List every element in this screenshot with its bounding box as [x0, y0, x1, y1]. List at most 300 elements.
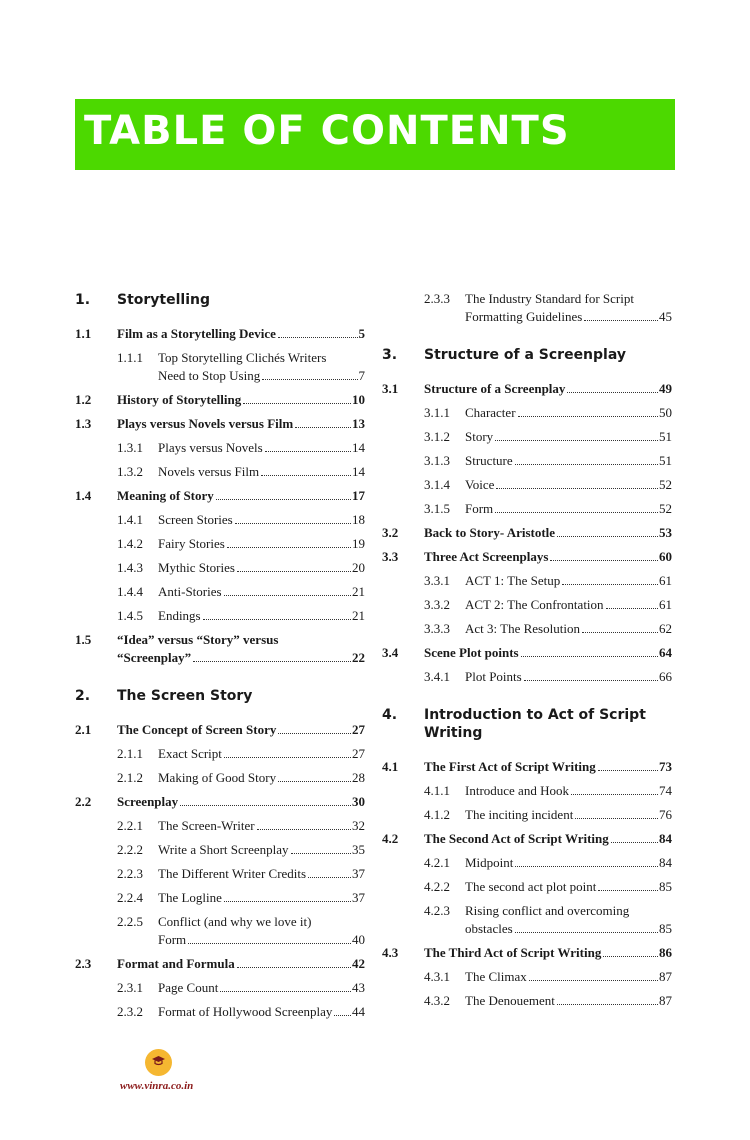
entry-number: 3.1.2 — [424, 429, 450, 444]
toc-subsection-entry[interactable] — [75, 742, 365, 766]
entry-title: Act 3: The Resolution — [465, 621, 580, 636]
page-number: 21 — [352, 608, 365, 623]
entry-title: Format of Hollywood Screenplay — [158, 1004, 333, 1019]
page-number: 32 — [352, 818, 365, 833]
page-number: 76 — [659, 807, 672, 822]
toc-subsection-entry[interactable] — [75, 436, 365, 460]
page-number: 86 — [659, 945, 672, 960]
entry-number: 4.1 — [382, 759, 399, 774]
page-number: 19 — [352, 536, 365, 551]
entry-body — [465, 452, 672, 470]
page-number: 17 — [352, 488, 365, 503]
chapter-heading — [382, 343, 672, 367]
page-title: TABLE OF CONTENTS — [84, 108, 570, 154]
toc-subsection-entry[interactable] — [382, 989, 672, 1013]
toc-section-entry[interactable] — [75, 322, 365, 346]
dot-leader — [606, 608, 658, 609]
dot-leader — [557, 1004, 658, 1005]
entry-line — [158, 979, 365, 997]
entry-body — [465, 620, 672, 638]
entry-line — [465, 668, 672, 686]
entry-title: The Third Act of Script Writing — [424, 945, 602, 960]
dot-leader — [598, 890, 658, 891]
entry-line — [465, 476, 672, 494]
page-number: 20 — [352, 560, 365, 575]
toc-section-entry[interactable] — [382, 941, 672, 965]
website-link[interactable]: www.vinra.co.in — [120, 1080, 194, 1092]
dot-leader — [227, 547, 351, 548]
entry-title: ACT 2: The Confrontation — [465, 597, 604, 612]
entry-line — [424, 524, 672, 542]
toc-section-entry[interactable] — [75, 412, 365, 436]
entry-line — [465, 920, 672, 938]
dot-leader — [529, 980, 658, 981]
entry-line — [465, 878, 672, 896]
toc-section-entry[interactable] — [382, 521, 672, 545]
entry-line — [117, 487, 365, 505]
entry-number: 1.5 — [75, 632, 92, 647]
entry-number: 2.2 — [75, 794, 92, 809]
entry-number: 2.3 — [75, 956, 92, 971]
entry-line — [158, 463, 365, 481]
entry-line — [424, 548, 672, 566]
dot-leader — [224, 901, 351, 902]
entry-line — [117, 721, 365, 739]
entry-body — [465, 806, 672, 824]
entry-line — [117, 649, 365, 667]
toc-subsection-entry[interactable] — [382, 473, 672, 497]
dot-leader — [603, 956, 658, 957]
dot-leader — [575, 818, 658, 819]
toc-subsection-entry[interactable] — [75, 766, 365, 790]
dot-leader — [521, 656, 658, 657]
page-number: 87 — [659, 969, 672, 984]
entry-number: 1.4.2 — [117, 536, 143, 551]
page-number: 49 — [659, 381, 672, 396]
entry-title: Structure of a Screenplay — [424, 381, 566, 396]
entry-body — [158, 559, 365, 577]
entry-title: Introduce and Hook — [465, 783, 569, 798]
dot-leader — [262, 379, 357, 380]
graduation-cap-icon — [151, 1055, 166, 1068]
entry-title: Scene Plot points — [424, 645, 519, 660]
toc-section-entry[interactable] — [75, 628, 365, 670]
entry-number: 2.3.2 — [117, 1004, 143, 1019]
entry-title: Endings — [158, 608, 201, 623]
page-number: 27 — [352, 746, 365, 761]
entry-title: Conflict (and why we love it) — [158, 914, 312, 929]
entry-line — [465, 992, 672, 1010]
page-number: 27 — [352, 722, 365, 737]
toc-subsection-entry[interactable] — [382, 803, 672, 827]
toc-subsection-entry[interactable] — [382, 287, 672, 329]
toc-section-entry[interactable] — [382, 545, 672, 569]
toc-subsection-entry[interactable] — [75, 862, 365, 886]
entry-body — [158, 841, 365, 859]
entry-number: 3.3 — [382, 549, 399, 564]
page-number: 84 — [659, 831, 672, 846]
toc-subsection-entry[interactable] — [75, 910, 365, 952]
entry-number: 3.3.3 — [424, 621, 450, 636]
entry-title: Exact Script — [158, 746, 222, 761]
entry-body — [117, 631, 365, 667]
entry-title: Structure — [465, 453, 513, 468]
toc-subsection-entry[interactable] — [75, 1000, 365, 1024]
entry-number: 1.1 — [75, 326, 92, 341]
page-number: 22 — [352, 650, 365, 665]
toc-subsection-entry[interactable] — [75, 976, 365, 1000]
dot-leader — [550, 560, 658, 561]
toc-section-entry[interactable] — [75, 484, 365, 508]
chapter-title-block — [117, 291, 210, 309]
toc-section-entry[interactable] — [382, 827, 672, 851]
entry-title-cont: Form — [158, 932, 187, 947]
dot-leader — [278, 781, 351, 782]
entry-title: Fairy Stories — [158, 536, 225, 551]
chapter-heading — [75, 684, 365, 708]
entry-title: Three Act Screenplays — [424, 549, 549, 564]
entry-number: 1.2 — [75, 392, 92, 407]
dot-leader — [567, 392, 658, 393]
entry-number: 2.1 — [75, 722, 92, 737]
entry-body — [117, 793, 365, 811]
entry-body — [465, 902, 672, 938]
entry-body — [465, 968, 672, 986]
entry-title-cont: obstacles — [465, 921, 513, 936]
dot-leader — [598, 770, 658, 771]
toc-section-entry[interactable] — [75, 388, 365, 412]
entry-number: 2.3.3 — [424, 291, 450, 306]
dot-leader — [571, 794, 658, 795]
entry-number: 3.1.4 — [424, 477, 450, 492]
entry-title: The Screen-Writer — [158, 818, 255, 833]
toc-subsection-entry[interactable] — [382, 497, 672, 521]
dot-leader — [562, 584, 658, 585]
toc-column-right — [382, 287, 672, 1013]
chapter-number: 4. — [382, 707, 398, 723]
toc-subsection-entry[interactable] — [75, 460, 365, 484]
entry-title: Novels versus Film — [158, 464, 260, 479]
page-number: 21 — [352, 584, 365, 599]
dot-leader — [220, 991, 351, 992]
entry-number: 4.3.2 — [424, 993, 450, 1008]
dot-leader — [235, 523, 351, 524]
entry-line — [465, 452, 672, 470]
entry-body — [424, 830, 672, 848]
page-number: 52 — [659, 477, 672, 492]
entry-number: 1.4 — [75, 488, 92, 503]
toc-subsection-entry[interactable] — [75, 580, 365, 604]
entry-title: History of Storytelling — [117, 392, 242, 407]
page-number: 84 — [659, 855, 672, 870]
toc-subsection-entry[interactable] — [75, 508, 365, 532]
page-number: 43 — [352, 980, 365, 995]
entry-number: 3.1.3 — [424, 453, 450, 468]
entry-body — [117, 415, 365, 433]
entry-title: Write a Short Screenplay — [158, 842, 289, 857]
entry-body — [465, 428, 672, 446]
entry-title: The second act plot point — [465, 879, 597, 894]
page-number: 52 — [659, 501, 672, 516]
entry-line — [465, 308, 672, 326]
chapter-title-block — [117, 687, 252, 705]
page-number: 42 — [352, 956, 365, 971]
dot-leader — [243, 403, 351, 404]
entry-line — [158, 439, 365, 457]
entry-body — [465, 782, 672, 800]
toc-subsection-entry[interactable] — [382, 401, 672, 425]
chapter-title: Storytelling — [117, 292, 210, 308]
entry-line — [158, 367, 365, 385]
entry-body — [465, 596, 672, 614]
entry-body — [424, 524, 672, 542]
entry-line — [465, 806, 672, 824]
dot-leader — [193, 661, 351, 662]
dot-leader — [265, 451, 351, 452]
page-number: 10 — [352, 392, 365, 407]
entry-body — [117, 955, 365, 973]
entry-number: 1.1.1 — [117, 350, 143, 365]
entry-number: 1.3 — [75, 416, 92, 431]
entry-body — [465, 500, 672, 518]
entry-body — [158, 865, 365, 883]
dot-leader — [515, 866, 658, 867]
toc-subsection-entry[interactable] — [75, 814, 365, 838]
entry-body — [424, 944, 672, 962]
entry-line — [424, 758, 672, 776]
page-number: 61 — [659, 597, 672, 612]
page-number: 50 — [659, 405, 672, 420]
entry-title: The Concept of Screen Story — [117, 722, 277, 737]
entry-title: Back to Story- Aristotle — [424, 525, 556, 540]
entry-body — [158, 745, 365, 763]
toc-subsection-entry[interactable] — [382, 965, 672, 989]
entry-number: 2.2.4 — [117, 890, 143, 905]
entry-body — [158, 439, 365, 457]
page-number: 14 — [352, 440, 365, 455]
entry-number: 1.3.1 — [117, 440, 143, 455]
toc-subsection-entry[interactable] — [382, 665, 672, 689]
dot-leader — [308, 877, 351, 878]
entry-number: 2.2.1 — [117, 818, 143, 833]
entry-line — [158, 769, 365, 787]
entry-line — [465, 428, 672, 446]
page-number: 51 — [659, 429, 672, 444]
toc-subsection-entry[interactable] — [75, 886, 365, 910]
entry-number: 3.1.5 — [424, 501, 450, 516]
entry-number: 4.2.3 — [424, 903, 450, 918]
entry-title: Format and Formula — [117, 956, 235, 971]
page-number: 37 — [352, 890, 365, 905]
entry-body — [158, 511, 365, 529]
entry-number: 2.1.2 — [117, 770, 143, 785]
entry-line — [465, 596, 672, 614]
dot-leader — [515, 932, 658, 933]
entry-line — [158, 889, 365, 907]
page-number: 61 — [659, 573, 672, 588]
dot-leader — [515, 464, 658, 465]
entry-title: Plays versus Novels versus Film — [117, 416, 294, 431]
entry-number: 4.2.1 — [424, 855, 450, 870]
entry-body — [158, 583, 365, 601]
chapter-number: 2. — [75, 688, 91, 704]
entry-number: 3.1 — [382, 381, 399, 396]
entry-line — [158, 841, 365, 859]
entry-body — [158, 817, 365, 835]
entry-number: 4.1.1 — [424, 783, 450, 798]
entry-body — [465, 476, 672, 494]
toc-section-entry[interactable] — [382, 377, 672, 401]
toc-section-entry[interactable] — [75, 952, 365, 976]
entry-body — [465, 404, 672, 422]
entry-line — [117, 415, 365, 433]
entry-line — [117, 391, 365, 409]
entry-line — [158, 1003, 365, 1021]
entry-title: Rising conflict and overcoming — [465, 903, 630, 918]
page-number: 62 — [659, 621, 672, 636]
entry-title: The inciting incident — [465, 807, 574, 822]
entry-line — [424, 380, 672, 398]
entry-number: 4.2 — [382, 831, 399, 846]
entry-number: 1.4.1 — [117, 512, 143, 527]
entry-line — [465, 404, 672, 422]
toc-subsection-entry[interactable] — [75, 556, 365, 580]
page-number: 13 — [352, 416, 365, 431]
toc-section-entry[interactable] — [75, 718, 365, 742]
entry-line — [424, 944, 672, 962]
entry-body — [158, 769, 365, 787]
toc-section-entry[interactable] — [382, 755, 672, 779]
page-number: 45 — [659, 309, 672, 324]
entry-title: Character — [465, 405, 516, 420]
chapter-number: 1. — [75, 292, 91, 308]
entry-title-cont: Formatting Guidelines — [465, 309, 583, 324]
entry-number: 4.3 — [382, 945, 399, 960]
dot-leader — [291, 853, 351, 854]
entry-body — [424, 758, 672, 776]
page-number: 44 — [352, 1004, 365, 1019]
entry-body — [158, 463, 365, 481]
dot-leader — [237, 571, 351, 572]
entry-title: Making of Good Story — [158, 770, 277, 785]
page-number: 73 — [659, 759, 672, 774]
dot-leader — [495, 512, 658, 513]
toc-section-entry[interactable] — [382, 641, 672, 665]
entry-body — [158, 607, 365, 625]
entry-title: The Second Act of Script Writing — [424, 831, 609, 846]
toc-subsection-entry[interactable] — [382, 569, 672, 593]
page-number: 40 — [352, 932, 365, 947]
entry-number: 2.1.1 — [117, 746, 143, 761]
entry-title: “Idea” versus “Story” versus — [117, 632, 279, 647]
page-number: 30 — [352, 794, 365, 809]
page-number: 14 — [352, 464, 365, 479]
chapter-number: 3. — [382, 347, 398, 363]
entry-number: 2.2.2 — [117, 842, 143, 857]
dot-leader — [295, 427, 351, 428]
entry-body — [117, 391, 365, 409]
toc-subsection-entry[interactable] — [382, 593, 672, 617]
page-number: 60 — [659, 549, 672, 564]
entry-number: 3.1.1 — [424, 405, 450, 420]
toc-subsection-entry[interactable] — [75, 346, 365, 388]
page-number: 5 — [358, 326, 365, 341]
chapter-title: Introduction to Act of Script — [424, 707, 646, 723]
toc-subsection-entry[interactable] — [382, 425, 672, 449]
toc-column-left — [75, 288, 365, 1024]
entry-number: 2.2.3 — [117, 866, 143, 881]
page-number: 53 — [659, 525, 672, 540]
entry-line — [465, 572, 672, 590]
entry-line — [117, 325, 365, 343]
entry-line — [158, 607, 365, 625]
dot-leader — [188, 943, 351, 944]
toc-subsection-entry[interactable] — [382, 851, 672, 875]
entry-body — [117, 487, 365, 505]
toc-subsection-entry[interactable] — [75, 838, 365, 862]
entry-title: Story — [465, 429, 494, 444]
dot-leader — [582, 632, 658, 633]
chapter-heading — [75, 288, 365, 312]
entry-line — [465, 620, 672, 638]
chapter-heading — [382, 703, 672, 745]
entry-title: Plot Points — [465, 669, 522, 684]
toc-subsection-entry[interactable] — [75, 604, 365, 628]
entry-body — [117, 721, 365, 739]
toc-subsection-entry[interactable] — [382, 449, 672, 473]
entry-number: 4.1.2 — [424, 807, 450, 822]
chapter-title-block — [424, 706, 646, 742]
entry-body — [424, 380, 672, 398]
dot-leader — [557, 536, 658, 537]
entry-body — [158, 979, 365, 997]
entry-body — [158, 913, 365, 949]
entry-line — [117, 955, 365, 973]
dot-leader — [278, 337, 358, 338]
entry-title: ACT 1: The Setup — [465, 573, 561, 588]
entry-body — [424, 548, 672, 566]
entry-number: 4.2.2 — [424, 879, 450, 894]
entry-title: Mythic Stories — [158, 560, 235, 575]
dot-leader — [203, 619, 351, 620]
entry-title: Form — [465, 501, 494, 516]
entry-title: The Industry Standard for Script — [465, 291, 634, 306]
entry-title: Screenplay — [117, 794, 179, 809]
chapter-title: Structure of a Screenplay — [424, 347, 626, 363]
entry-title: Anti-Stories — [158, 584, 222, 599]
entry-body — [158, 1003, 365, 1021]
entry-title: Top Storytelling Clichés Writers — [158, 350, 327, 365]
entry-title-cont: “Screenplay” — [117, 650, 192, 665]
dot-leader — [584, 320, 658, 321]
toc-subsection-entry[interactable] — [382, 779, 672, 803]
entry-body — [465, 290, 672, 326]
toc-subsection-entry[interactable] — [382, 617, 672, 641]
toc-subsection-entry[interactable] — [75, 532, 365, 556]
entry-title: Voice — [465, 477, 495, 492]
dot-leader — [216, 499, 351, 500]
entry-number: 4.3.1 — [424, 969, 450, 984]
toc-subsection-entry[interactable] — [382, 875, 672, 899]
toc-section-entry[interactable] — [75, 790, 365, 814]
entry-line — [465, 854, 672, 872]
toc-subsection-entry[interactable] — [382, 899, 672, 941]
entry-body — [465, 878, 672, 896]
entry-line — [158, 583, 365, 601]
entry-line — [158, 535, 365, 553]
dot-leader — [224, 757, 351, 758]
entry-line — [465, 500, 672, 518]
